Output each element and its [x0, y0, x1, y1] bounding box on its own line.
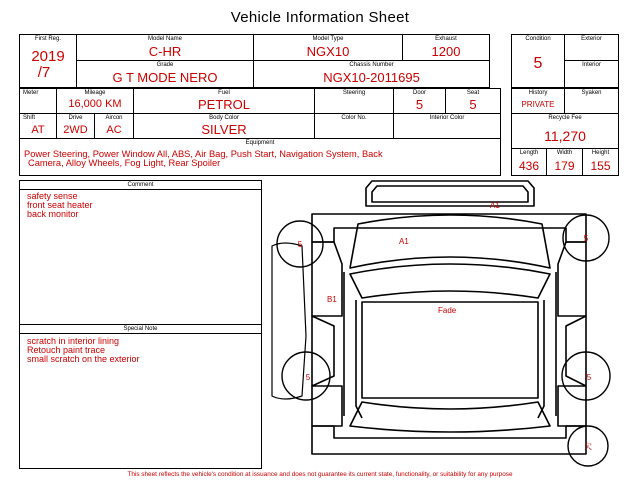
tire-front-left-mark: 5 — [297, 240, 303, 249]
steering-label: Steering — [342, 90, 366, 96]
body-color-label: Body Color — [209, 115, 239, 121]
door-label: Door — [412, 90, 426, 96]
model-type-value: NGX10 — [306, 44, 350, 59]
height-cell — [582, 148, 619, 176]
hood-damage-mark: A1 — [399, 237, 409, 246]
roof-damage-mark: A1 — [490, 201, 500, 210]
first-reg-cell — [19, 34, 77, 88]
fade-damage-mark: Fade — [438, 306, 457, 315]
special-note-line-1: scratch in interior lining — [27, 336, 120, 346]
mileage-value: 16,000 KM — [68, 98, 122, 110]
aircon-cell — [94, 113, 134, 139]
fuel-label: Fuel — [218, 90, 230, 96]
special-note-line-3: small scratch on the exterior — [27, 354, 140, 364]
seat-cell — [445, 88, 501, 114]
vehicle-damage-diagram — [262, 176, 620, 470]
model-type-label: Model Type — [312, 36, 344, 42]
equipment-line-2: Camera, Alloy Wheels, Fog Light, Rear Spoiler — [28, 158, 221, 168]
body-color-cell — [133, 113, 315, 139]
aircon-label: Aircon — [105, 115, 123, 121]
exterior-cell — [564, 34, 619, 61]
exhaust-value: 1200 — [431, 44, 461, 59]
comment-label: Comment — [127, 182, 154, 188]
model-type-cell — [253, 34, 403, 61]
meter-cell — [19, 88, 57, 114]
recycle-fee-cell — [511, 113, 619, 149]
tire-rear-left-mark: 5 — [305, 373, 311, 382]
condition-cell — [511, 34, 565, 88]
first-reg-month: /7 — [37, 64, 51, 81]
comment-line-1: safety sense — [27, 191, 78, 201]
windshield-outline — [350, 264, 550, 298]
syaken-cell — [564, 88, 619, 114]
special-note-box — [19, 324, 262, 469]
grade-value: G T MODE NERO — [112, 70, 218, 85]
model-name-value: C-HR — [148, 44, 182, 59]
interior-cell — [564, 60, 619, 88]
chassis-label: Chassis Number — [349, 62, 394, 68]
mileage-label: Mileage — [84, 90, 106, 96]
condition-label: Condition — [525, 36, 551, 42]
exhaust-label: Exhaust — [435, 36, 457, 42]
interior-color-label: Interior Color — [429, 115, 465, 121]
tire-rear-right-mark: 5 — [586, 373, 592, 382]
equipment-label: Equipment — [245, 140, 275, 146]
right-front-fender — [558, 242, 586, 316]
exterior-label: Exterior — [581, 36, 602, 42]
height-value: 155 — [590, 159, 611, 173]
interior-label: Interior — [582, 62, 601, 68]
model-name-label: Model Name — [147, 36, 182, 42]
drive-cell — [56, 113, 95, 139]
comment-box — [19, 180, 262, 325]
special-note-lines — [27, 337, 140, 364]
steering-cell — [314, 88, 394, 114]
special-note-line-2: Retouch paint trace — [27, 345, 106, 355]
comment-line-2: front seat heater — [27, 200, 93, 210]
grade-cell — [76, 60, 254, 88]
color-no-label: Color No. — [341, 115, 367, 121]
length-label: Length — [519, 150, 539, 156]
door-value: 5 — [415, 97, 424, 112]
model-name-cell — [76, 34, 254, 61]
rear-bumper-outline — [312, 426, 586, 454]
history-cell — [511, 88, 565, 114]
roof-inner — [362, 302, 538, 398]
chassis-cell — [253, 60, 490, 88]
tire-front-right-mark: 5 — [583, 234, 589, 243]
fuel-value: PETROL — [197, 97, 250, 112]
width-value: 179 — [554, 159, 575, 173]
height-label: Height — [591, 150, 610, 156]
drive-value: 2WD — [63, 124, 88, 136]
length-cell — [511, 148, 547, 176]
comment-lines — [27, 192, 93, 219]
first-reg-year: 2019 — [31, 48, 65, 65]
condition-value: 5 — [533, 55, 543, 72]
right-door-panel — [566, 316, 586, 386]
exhaust-cell — [402, 34, 490, 61]
meter-label: Meter — [23, 90, 39, 96]
history-value: PRIVATE — [521, 100, 555, 109]
sheet-title: Vehicle Information Sheet — [230, 9, 410, 26]
spare-tire-mark: 欠 — [584, 442, 592, 451]
recycle-fee-label: Recycle Fee — [548, 115, 582, 121]
first-reg-label: First Reg. — [34, 36, 61, 42]
left-door-damage-mark: B1 — [327, 295, 337, 304]
interior-color-cell — [393, 113, 501, 139]
history-label: History — [528, 90, 548, 96]
body-color-value: SILVER — [201, 122, 247, 137]
shift-cell — [19, 113, 57, 139]
mileage-cell — [56, 88, 134, 114]
width-label: Width — [556, 150, 573, 156]
aircon-value: AC — [106, 124, 122, 136]
recycle-fee-value: 11,270 — [544, 128, 586, 144]
seat-label: Seat — [466, 90, 480, 96]
left-door-panel — [312, 316, 334, 386]
chassis-value: NGX10-2011695 — [323, 70, 420, 85]
hood-outline — [350, 215, 550, 268]
seat-value: 5 — [469, 97, 477, 112]
shift-label: Shift — [23, 115, 36, 121]
color-no-cell — [314, 113, 394, 139]
length-value: 436 — [518, 159, 540, 173]
shift-value: AT — [31, 124, 45, 136]
fuel-cell — [133, 88, 315, 114]
comment-line-3: back monitor — [27, 209, 79, 219]
width-cell — [546, 148, 583, 176]
disclaimer-text: This sheet reflects the vehicle's condition at issuance and does not guarantee its current state, functionality, or suitability for any purpose — [127, 471, 513, 478]
special-note-label: Special Note — [123, 326, 158, 332]
rear-window-outline — [350, 402, 550, 432]
equipment-cell — [19, 138, 501, 176]
syaken-label: Syaken — [581, 90, 602, 96]
grade-label: Grade — [156, 62, 174, 68]
drive-label: Drive — [68, 115, 83, 121]
equipment-line-1: Power Steering, Power Window All, ABS, Air Bag, Push Start, Navigation System, Back — [24, 149, 383, 159]
left-front-fender — [312, 242, 342, 316]
door-cell — [393, 88, 446, 114]
